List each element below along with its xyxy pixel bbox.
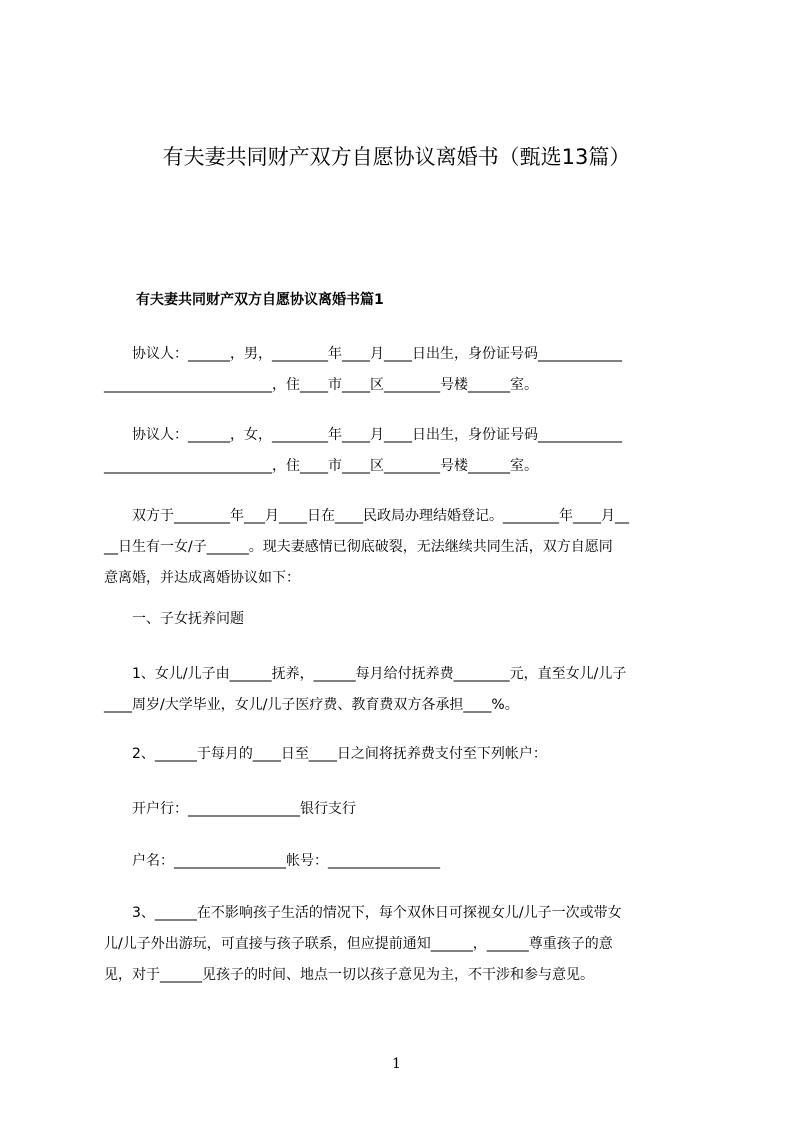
- section-heading: 有夫妻共同财产双方自愿协议离婚书篇1: [136, 292, 384, 308]
- text-line: 意离婚，并达成离婚协议如下：: [104, 570, 300, 586]
- text-line: 1、女儿/儿子由______抚养，______每月给付抚养费________元，直至女儿/儿子: [104, 666, 627, 682]
- paragraph-marriage-info: [104, 501, 708, 594]
- text-line: 户名：________________帐号：________________: [104, 853, 440, 869]
- text-line: 协议人：______，女，________年____月____日出生，身份证号码____________: [104, 427, 622, 443]
- paragraph-bank: [104, 794, 708, 825]
- text-line: __日生有一女/子______。现夫妻感情已彻底破裂，无法继续共同生活，双方自愿同: [104, 539, 613, 555]
- paragraph-account: [104, 846, 708, 877]
- paragraph-party-female: [104, 420, 708, 482]
- paragraph-child-heading: [104, 604, 708, 635]
- text-line: ________________________，住____市____区________号楼______室。: [104, 458, 538, 474]
- text-line: 协议人：______，男，________年____月____日出生，身份证号码____________: [104, 346, 622, 362]
- text-line: 3、______在不影响孩子生活的情况下，每个双休日可探视女儿/儿子一次或带女: [104, 905, 622, 921]
- paragraph-clause-1: [104, 659, 708, 721]
- text-line: 见，对于______见孩子的时间、地点一切以孩子意见为主，不干涉和参与意见。: [104, 967, 594, 983]
- paragraph-clause-3: [104, 898, 708, 991]
- page-number: 1: [392, 1056, 401, 1072]
- text-line: 一、子女抚养问题: [104, 611, 244, 627]
- text-line: 儿/儿子外出游玩，可直接与孩子联系，但应提前通知______，______尊重孩子的意: [104, 936, 613, 952]
- text-line: 双方于________年___月____日在____民政局办理结婚登记。________年____月__: [104, 508, 629, 524]
- text-line: ________________________，住____市____区________号楼______室。: [104, 377, 538, 393]
- document-title: 有夫妻共同财产双方自愿协议离婚书（甄选13篇）: [162, 145, 631, 169]
- text-line: 2、______于每月的____日至____日之间将抚养费支付至下列帐户：: [104, 746, 547, 762]
- text-line: ____周岁/大学毕业，女儿/儿子医疗费、教育费双方各承担____%。: [104, 697, 519, 713]
- paragraph-party-male: [104, 339, 708, 401]
- text-line: 开户行：________________银行支行: [104, 801, 356, 817]
- paragraph-clause-2: [104, 739, 708, 770]
